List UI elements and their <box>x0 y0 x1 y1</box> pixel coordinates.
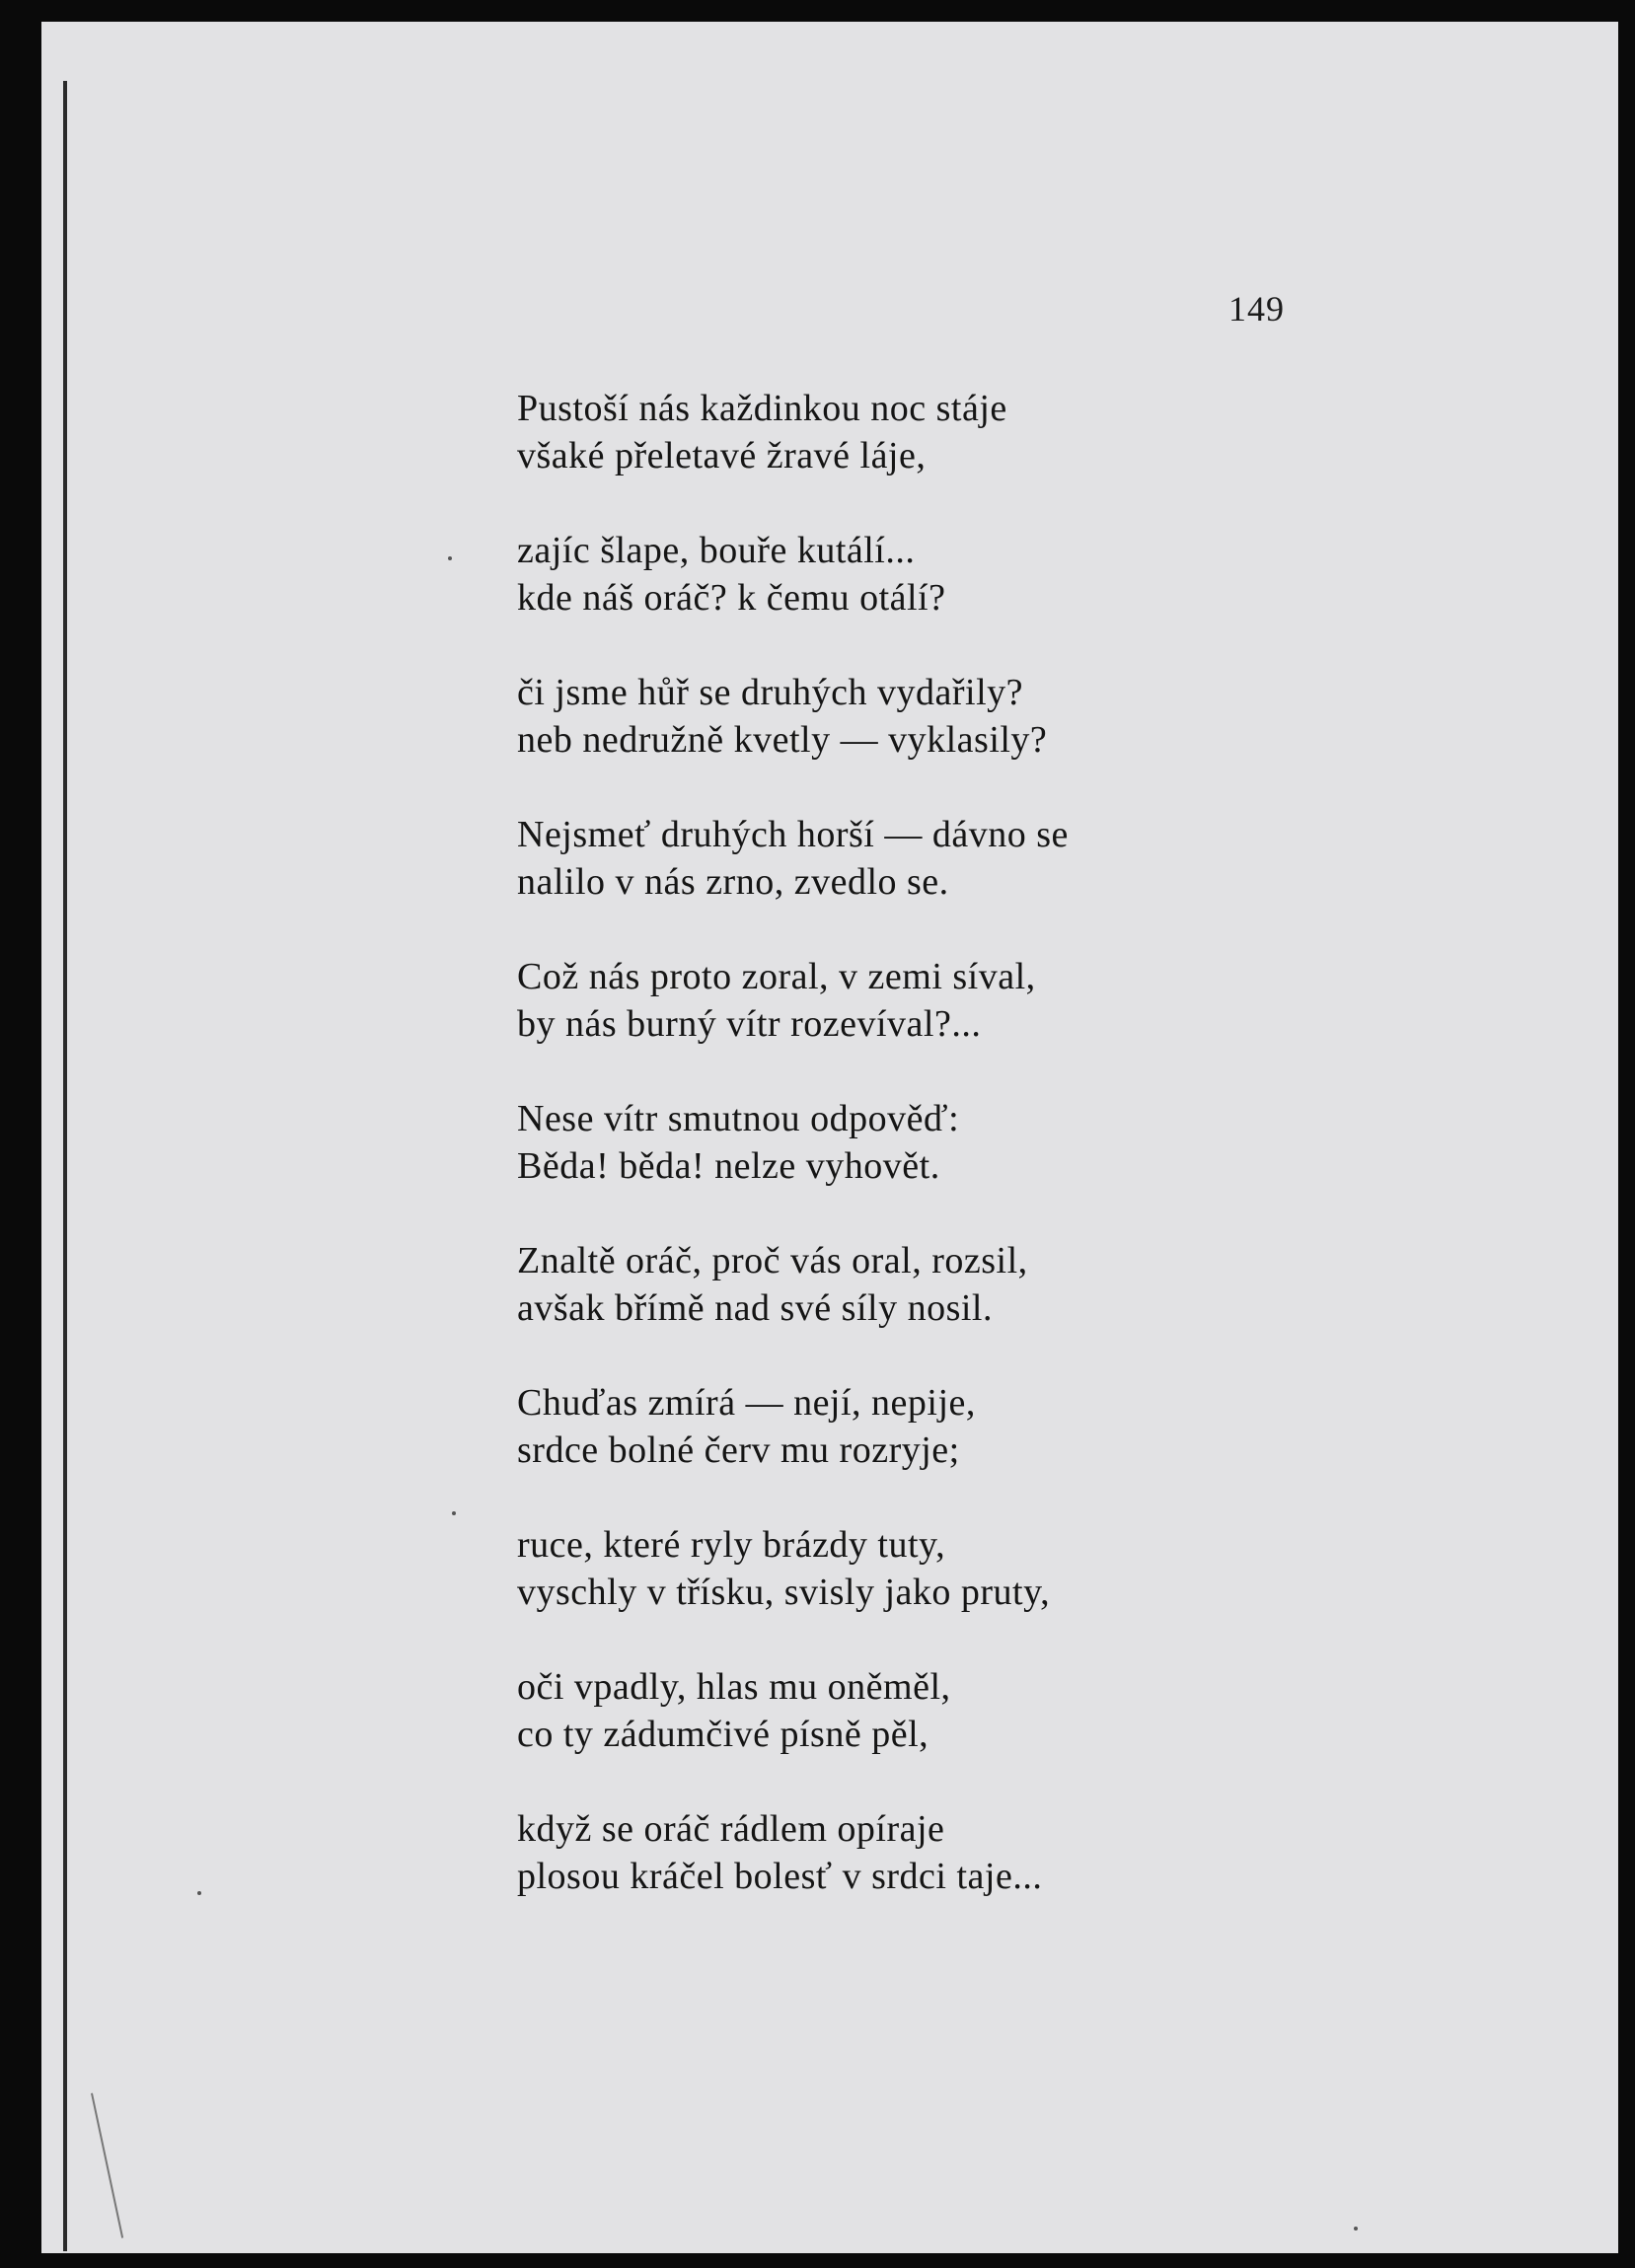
poem-line: Což nás proto zoral, v zemi síval, <box>517 956 1036 997</box>
poem-line: ruce, které ryly brázdy tuty, <box>517 1524 946 1566</box>
stanza <box>517 1805 1267 1900</box>
poem-line: nalilo v nás zrno, zvedlo se. <box>517 861 949 903</box>
poem-line: Nese vítr smutnou odpověď: <box>517 1098 960 1139</box>
scan-scratch <box>91 2093 123 2238</box>
poem-line: oči vpadly, hlas mu oněměl, <box>517 1666 951 1708</box>
poem-line: Nejsmeť druhých horší — dávno se <box>517 814 1069 855</box>
poem-line: Pustoší nás každinkou noc stáje <box>517 388 1007 429</box>
poem-line: Znaltě oráč, proč vás oral, rozsil, <box>517 1240 1028 1281</box>
scan-speck <box>197 1891 201 1895</box>
stanza <box>517 1521 1267 1616</box>
poem-line: všaké přeletavé žravé láje, <box>517 435 927 476</box>
poem-line: by nás burný vítr rozevíval?... <box>517 1003 982 1045</box>
poem-line: zajíc šlape, bouře kutálí... <box>517 530 916 571</box>
scan-speck <box>1354 2227 1358 2231</box>
poem-line: vyschly v třísku, svisly jako pruty, <box>517 1572 1051 1613</box>
binding-edge <box>63 81 67 2251</box>
poem-line: plosou kráčel bolesť v srdci taje... <box>517 1856 1043 1897</box>
stanza <box>517 669 1267 764</box>
poem-text <box>517 385 1267 1947</box>
poem-line: Běda! běda! nelze vyhovět. <box>517 1145 940 1187</box>
page-number: 149 <box>1228 289 1285 329</box>
poem-line: srdce bolné červ mu rozryje; <box>517 1429 960 1471</box>
stanza <box>517 1095 1267 1190</box>
poem-line: když se oráč rádlem opíraje <box>517 1808 945 1850</box>
stanza <box>517 385 1267 479</box>
stanza <box>517 527 1267 622</box>
poem-line: kde náš oráč? k čemu otálí? <box>517 577 946 619</box>
poem-line: Chuďas zmírá — nejí, nepije, <box>517 1382 976 1424</box>
stanza <box>517 953 1267 1048</box>
scan-speck <box>448 556 452 560</box>
stanza <box>517 1237 1267 1332</box>
stanza <box>517 1379 1267 1474</box>
poem-line: co ty zádumčivé písně pěl, <box>517 1714 929 1755</box>
book-page <box>41 22 1618 2253</box>
poem-line: neb nedružně kvetly — vyklasily? <box>517 719 1048 761</box>
poem-line: avšak břímě nad své síly nosil. <box>517 1287 993 1329</box>
scan-speck <box>452 1511 456 1515</box>
stanza <box>517 1663 1267 1758</box>
stanza <box>517 811 1267 906</box>
poem-line: či jsme hůř se druhých vydařily? <box>517 672 1024 713</box>
